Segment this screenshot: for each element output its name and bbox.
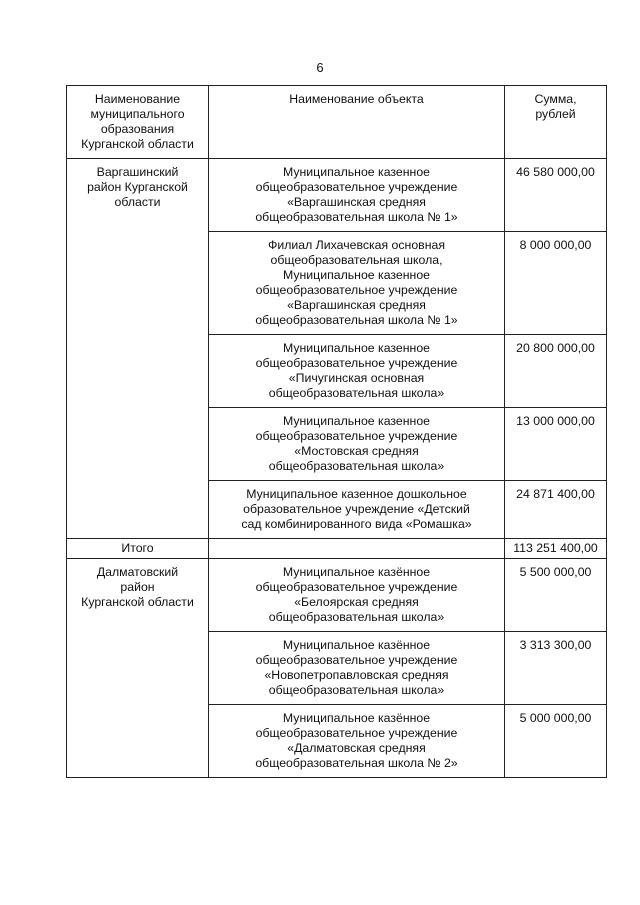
total-sum: 113 251 400,00 [505,539,607,559]
municipality-cell: Далматовский район Курганской области [67,559,209,778]
total-label: Итого [67,539,209,559]
object-cell: Муниципальное казенное общеобразовательное учреждение «Пичугинская основная общеобразовательная школа» [209,335,505,408]
header-sum: Сумма, рублей [505,86,607,159]
sum-cell: 5 500 000,00 [505,559,607,632]
object-cell: Муниципальное казенное общеобразовательное учреждение «Варгашинская средняя общеобразовательная школа № 1» [209,159,505,232]
sum-cell: 24 871 400,00 [505,481,607,539]
sum-cell: 20 800 000,00 [505,335,607,408]
table-header-row [67,86,607,159]
sum-cell: 46 580 000,00 [505,159,607,232]
object-cell: Муниципальное казенное общеобразовательное учреждение «Мостовская средняя общеобразовательная школа» [209,408,505,481]
header-municipality: Наименование муниципального образования Курганской области [67,86,209,159]
table-row [67,159,607,232]
funding-table [66,85,607,778]
total-row [67,539,607,559]
sum-cell: 3 313 300,00 [505,632,607,705]
sum-cell: 5 000 000,00 [505,705,607,778]
municipality-cell: Варгашинский район Курганской области [67,159,209,539]
total-empty-cell [209,539,505,559]
object-cell: Муниципальное казённое общеобразовательное учреждение «Далматовская средняя общеобразовательная школа № 2» [209,705,505,778]
object-cell: Филиал Лихачевская основная общеобразовательная школа, Муниципальное казенное общеобразовательное учреждение «Варгашинская средняя общеобразовательная школа № 1» [209,232,505,335]
header-object: Наименование объекта [209,86,505,159]
object-cell: Муниципальное казённое общеобразовательное учреждение «Новопетропавловская средняя общеобразовательная школа» [209,632,505,705]
object-cell: Муниципальное казённое общеобразовательное учреждение «Белоярская средняя общеобразовательная школа» [209,559,505,632]
sum-cell: 8 000 000,00 [505,232,607,335]
table-row [67,559,607,632]
page-number: 6 [316,60,324,75]
sum-cell: 13 000 000,00 [505,408,607,481]
object-cell: Муниципальное казенное дошкольное образовательное учреждение «Детский сад комбинированного вида «Ромашка» [209,481,505,539]
